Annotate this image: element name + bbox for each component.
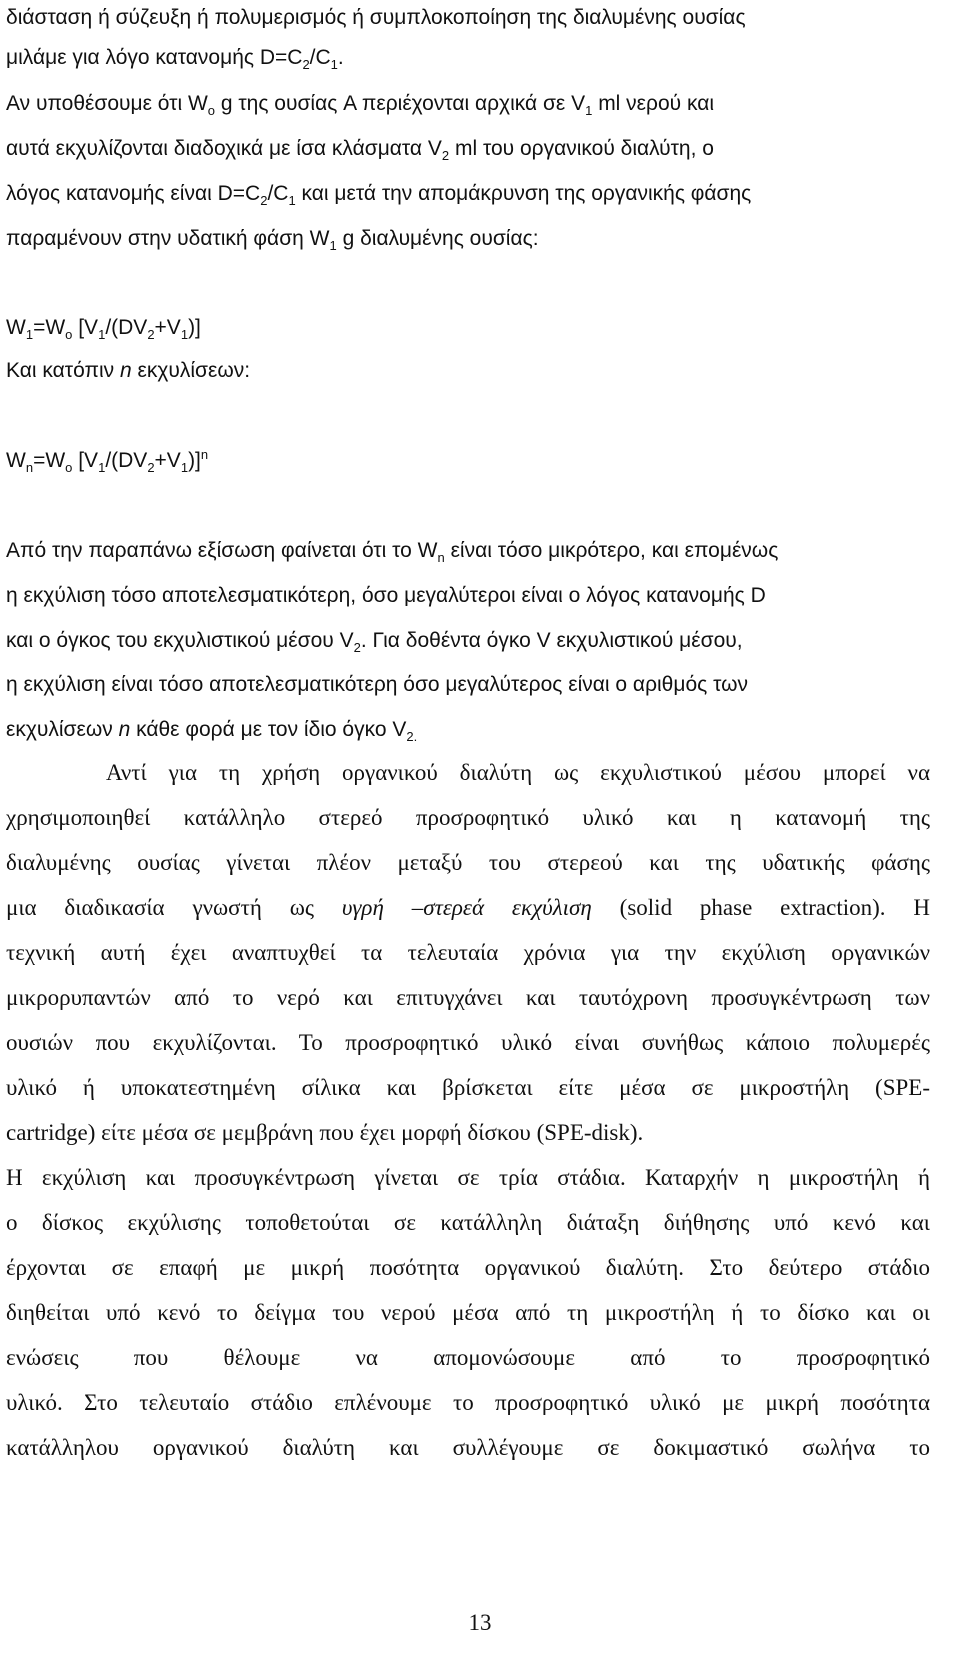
text-run: g της ουσίας A περιέχονται αρχικά σε V (215, 92, 586, 115)
text-run: ουσιών που εκχυλίζονται. Το προσροφητικό υλικό είναι συνήθως κάποιο πολυμερές (6, 1030, 930, 1055)
text-run: ενώσεις που θέλουμε να απομονώσουμε από το προσροφητικό (6, 1345, 930, 1370)
text-line (6, 179, 930, 209)
text-run: και ο όγκος του εκχυλιστικού μέσου V (6, 629, 354, 652)
text-line (6, 758, 930, 788)
text-run: υλικό. Στο τελευταίο στάδιο επλένουμε το προσροφητικό υλικό με μικρή ποσότητα (6, 1390, 930, 1415)
text-run: )] (188, 449, 201, 472)
text-run: υγρή –στερεά εκχύλιση (341, 895, 592, 920)
text-run: παραμένουν στην υδατική φάση W (6, 227, 330, 250)
text-run: ο δίσκος εκχύλισης τοποθετούται σε κατάλληλη διάταξη διήθησης υπό κενό και (6, 1210, 930, 1235)
text-run: +V (154, 449, 181, 472)
text-run: +V (154, 316, 181, 339)
text-run: εκχυλίσεων: (131, 359, 251, 382)
text-line (6, 1343, 930, 1373)
formula-wn (6, 446, 930, 476)
text-run: Και κατόπιν (6, 359, 120, 382)
text-run: o (65, 460, 73, 476)
text-run: 2 (302, 57, 310, 73)
text-line (6, 1433, 930, 1463)
text-line (6, 581, 930, 611)
text-run: υλικό ή υποκατεστημένη σίλικα και βρίσκεται είτε μέσα σε μικροστήλη (SPE- (6, 1075, 930, 1100)
text-run: 2 (260, 193, 268, 209)
text-run: η εκχύλιση τόσο αποτελεσματικότερη, όσο μεγαλύτεροι είναι ο λόγος κατανομής D (6, 584, 766, 607)
text-run: λόγος κατανομής είναι D=C (6, 182, 261, 205)
text-run: n (118, 718, 131, 741)
text-line (6, 1208, 930, 1238)
text-line (6, 1118, 930, 1148)
text-run: 1 (25, 327, 34, 343)
text-run: μικρορυπαντών από το νερό και επιτυγχάνει και ταυτόχρονη προσυγκέντρωση των (6, 985, 930, 1010)
text-run: =W (33, 449, 66, 472)
text-run: n (437, 550, 445, 566)
text-run: έρχονται σε επαφή με μικρή ποσότητα οργανικού διαλύτη. Στο δεύτερο στάδιο (6, 1255, 930, 1280)
text-run: 1 (288, 193, 296, 209)
text-line (6, 1298, 930, 1328)
text-line (6, 1253, 930, 1283)
text-run: n (200, 447, 209, 462)
text-line (6, 848, 930, 878)
text-line (6, 938, 930, 968)
text-run: o (207, 103, 216, 119)
text-run: W (6, 316, 26, 339)
text-run: 1 (180, 460, 189, 476)
text-line (6, 893, 930, 923)
text-run: =W (33, 316, 66, 339)
text-run: μια διαδικασία γνωστή ως (6, 895, 342, 920)
text-line (6, 983, 930, 1013)
text-run: χρησιμοποιηθεί κατάλληλο στερεό προσροφητικό υλικό και η κατανομή της (6, 805, 930, 830)
text-run: . Για δοθέντα όγκο V εκχυλιστικού μέσου, (360, 629, 743, 652)
text-run: είναι τόσο μικρότερο, και επομένως (444, 539, 779, 562)
text-run: κατάλληλου οργανικού διαλύτη και συλλέγουμε σε δοκιμαστικό σωλήνα το (6, 1435, 930, 1460)
text-run: μιλάμε για λόγο κατανομής D=C (6, 46, 303, 69)
text-run: 2 (147, 327, 155, 343)
text-run: 1 (98, 460, 106, 476)
text-run: . (337, 46, 344, 69)
text-run: Από την παραπάνω εξίσωση φαίνεται ότι το W (6, 539, 438, 562)
text-run: εκχυλίσεων (6, 718, 119, 741)
text-line (6, 1028, 930, 1058)
text-line (6, 224, 930, 254)
text-line (6, 43, 930, 73)
text-line (6, 536, 930, 566)
text-run: 1 (98, 327, 106, 343)
text-line (6, 626, 930, 656)
text-run: ml νερού και (592, 92, 715, 115)
text-line (6, 3, 930, 33)
text-line (6, 715, 930, 745)
text-line (6, 1073, 930, 1103)
text-run: διηθείται υπό κενό το δείγμα του νερού μέσα από τη μικροστήλη ή το δίσκο και οι (6, 1300, 930, 1325)
page-number: 13 (468, 1610, 492, 1635)
text-run: 2. (406, 729, 418, 745)
text-line (6, 1388, 930, 1418)
text-run: W (6, 449, 26, 472)
text-line (6, 670, 930, 700)
text-run: αυτά εκχυλίζονται διαδοχικά με ίσα κλάσματα V (6, 137, 442, 160)
text-run: Αν υποθέσουμε ότι W (6, 92, 208, 115)
text-run: /C (267, 182, 289, 205)
text-run: 1 (329, 238, 337, 254)
text-line (6, 89, 930, 119)
text-line (6, 1163, 930, 1193)
text-run: cartridge) είτε μέσα σε μεμβράνη που έχει μορφή δίσκου (SPE-disk). (6, 1120, 644, 1145)
text-run: η εκχύλιση είναι τόσο αποτελεσματικότερη όσο μεγαλύτερος είναι ο αριθμός των (6, 673, 748, 696)
text-run: και μετά την απομάκρυνση της οργανικής φάσης (295, 182, 752, 205)
text-line (6, 134, 930, 164)
text-run: 1 (585, 103, 593, 119)
text-run: κάθε φορά με τον ίδιο όγκο V (130, 718, 407, 741)
text-run: /C (309, 46, 331, 69)
text-run: 2 (441, 148, 450, 164)
text-run: )] (188, 316, 201, 339)
text-run: /(DV (105, 449, 148, 472)
text-run: [V (72, 449, 99, 472)
text-run: o (65, 327, 73, 343)
text-run: 2 (353, 640, 361, 656)
text-run: 2 (147, 460, 155, 476)
text-run: n (119, 359, 132, 382)
text-run: g διαλυμένης ουσίας: (336, 227, 539, 250)
text-run: 1 (330, 57, 338, 73)
text-line (6, 356, 930, 386)
text-run: Αντί για τη χρήση οργανικού διαλύτη ως εκχυλιστικού μέσου μπορεί να (106, 760, 930, 785)
text-run: διάσταση ή σύζευξη ή πολυμερισμός ή συμπλοκοποίηση της διαλυμένης ουσίας (6, 6, 746, 29)
text-run: Η εκχύλιση και προσυγκέντρωση γίνεται σε τρία στάδια. Καταρχήν η μικροστήλη ή (6, 1165, 930, 1190)
text-run: 1 (180, 327, 189, 343)
text-run: (solid phase extraction). Η (591, 895, 930, 920)
text-run: n (25, 460, 34, 476)
text-run: διαλυμένης ουσίας γίνεται πλέον μεταξύ του στερεού και της υδατικής φάσης (6, 850, 930, 875)
text-run: [V (72, 316, 99, 339)
formula-w1 (6, 313, 930, 343)
text-run: ml του οργανικού διαλύτη, ο (449, 137, 714, 160)
text-run: /(DV (105, 316, 148, 339)
text-run: τεχνική αυτή έχει αναπτυχθεί τα τελευταία χρόνια για την εκχύλιση οργανικών (6, 940, 930, 965)
text-line (6, 803, 930, 833)
